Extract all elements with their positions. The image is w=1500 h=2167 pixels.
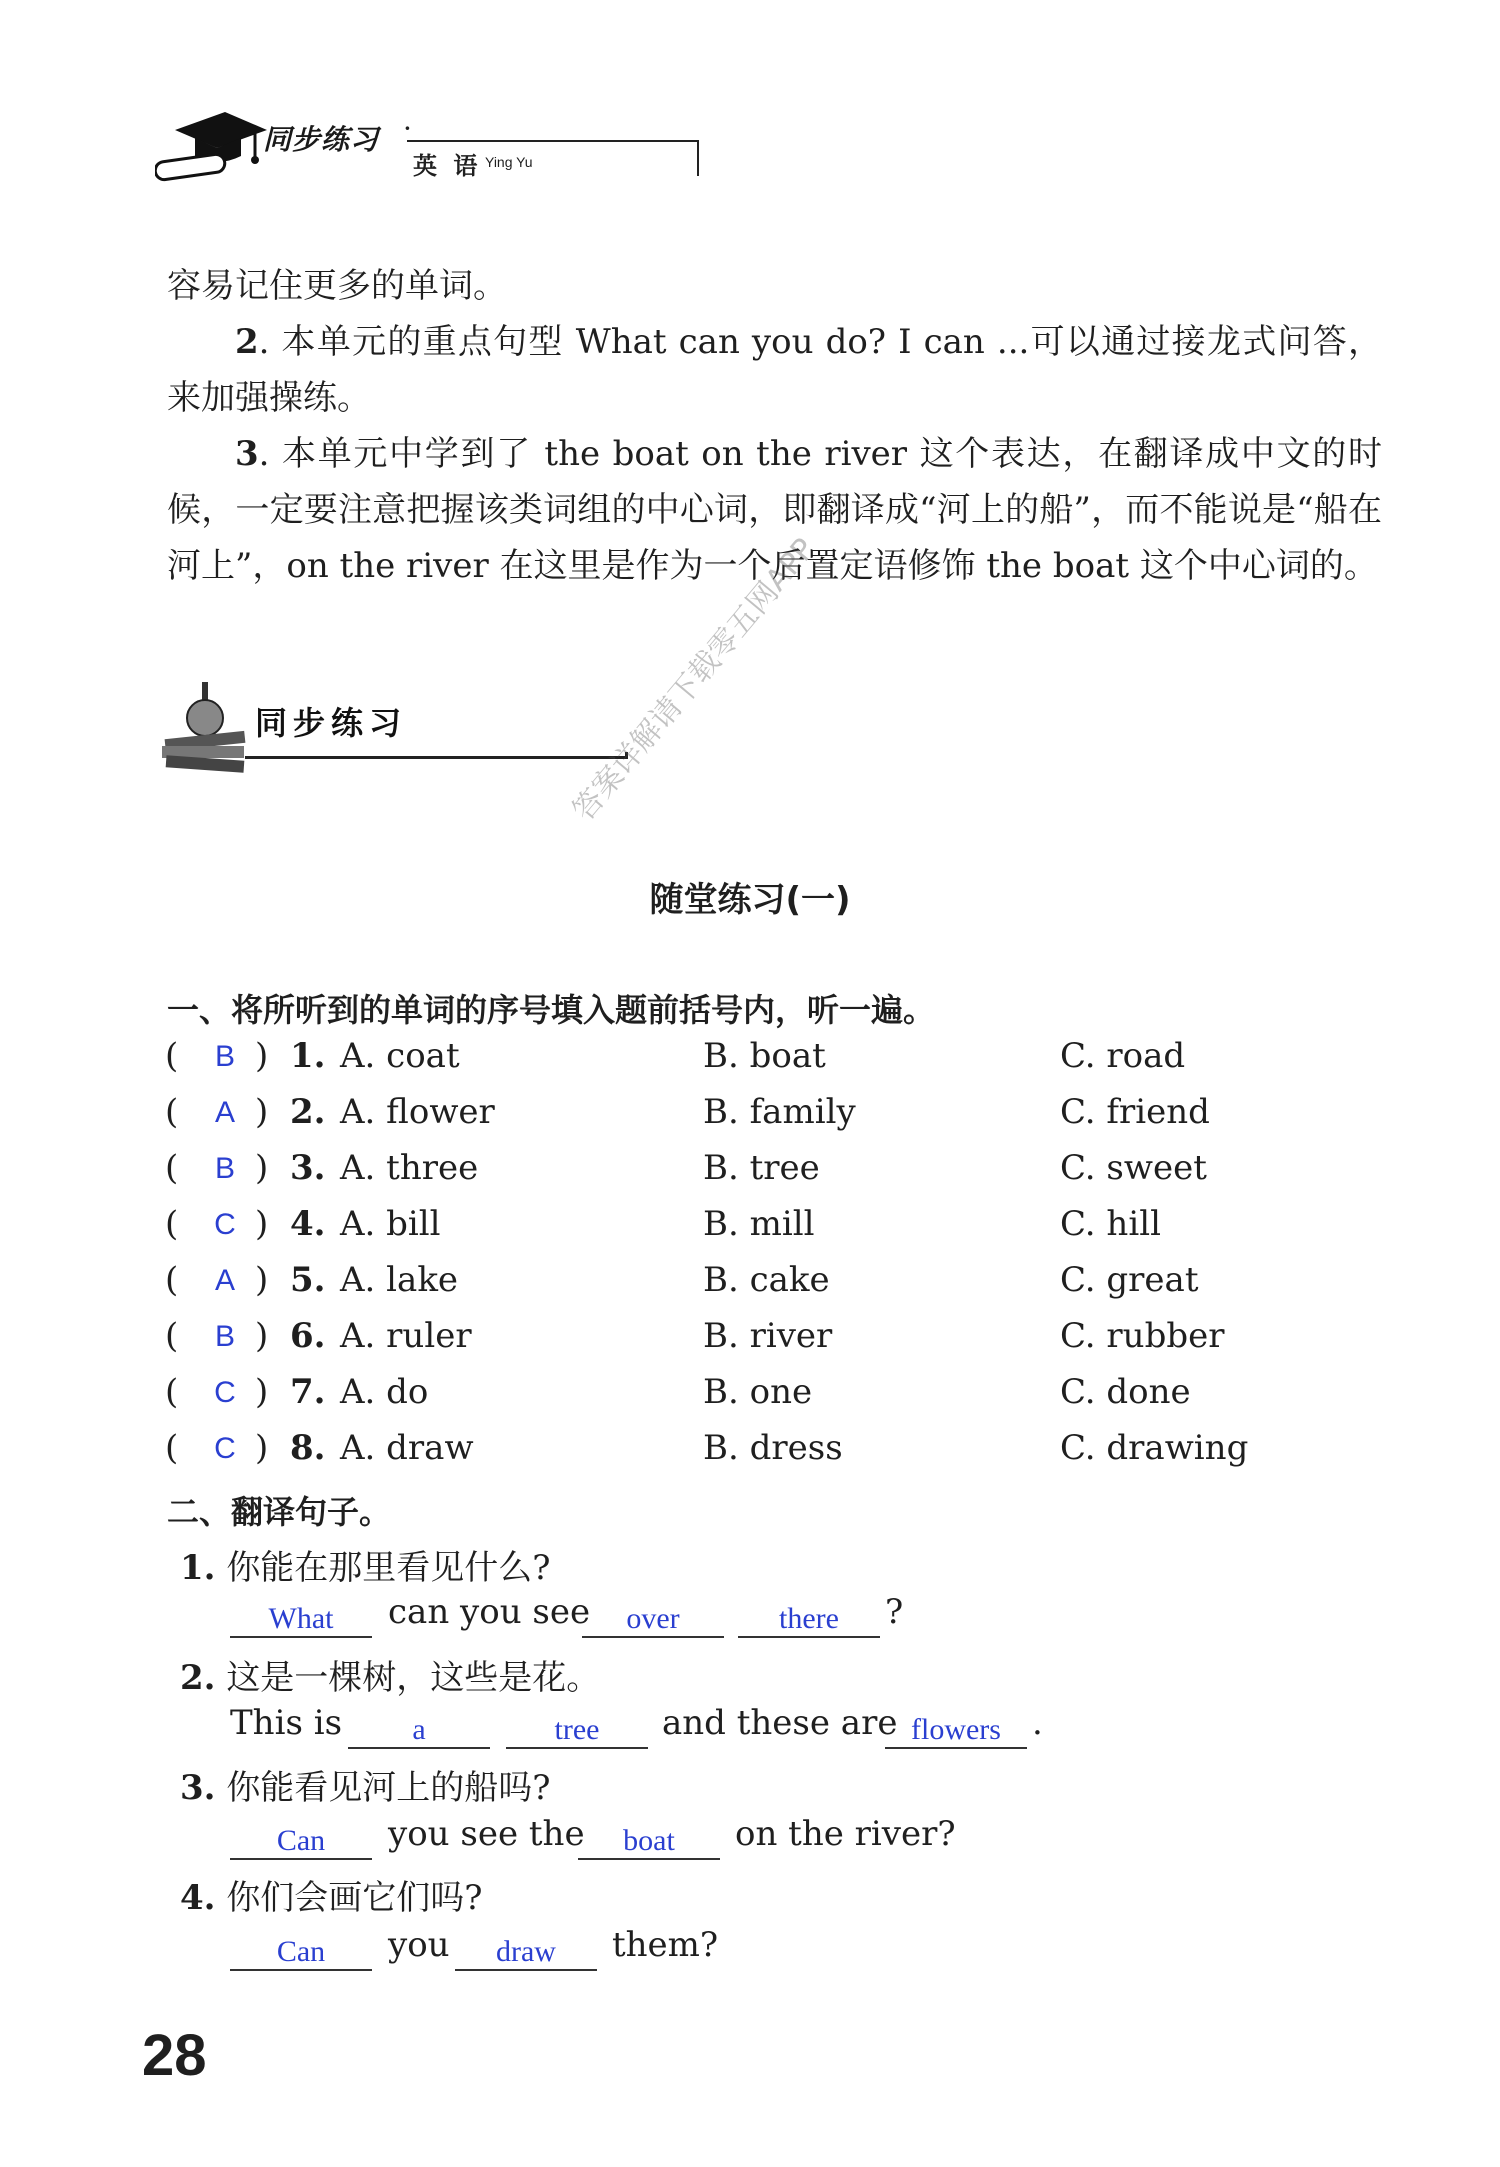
- answer-line: [230, 1703, 1330, 1755]
- part1-heading: 一、将所听到的单词的序号填入题前括号内，听一遍。: [167, 991, 936, 1029]
- answer-mark: B: [214, 1040, 235, 1073]
- question-chinese: [180, 1870, 483, 1919]
- item-number: 1.: [290, 1036, 326, 1076]
- fill-blank: [885, 1703, 1027, 1749]
- answer-line: [230, 1592, 1330, 1644]
- item-number: 1.: [180, 1548, 216, 1588]
- option-c: C. drawing: [1060, 1428, 1249, 1468]
- answer-line: [230, 1814, 1330, 1866]
- header-subject: 英 语: [413, 152, 482, 180]
- option-a: A. bill: [340, 1204, 441, 1244]
- sentence-text: .: [1032, 1703, 1043, 1743]
- section-banner: [160, 680, 480, 780]
- sentence-text: you: [388, 1925, 450, 1965]
- listening-item: ( B ) 1. A. coat B. boat C. road: [165, 1036, 1186, 1076]
- sentence-text: and these are: [662, 1703, 898, 1743]
- sentence-text: can you see: [388, 1592, 591, 1632]
- item-number: 7.: [290, 1372, 326, 1412]
- option-a: A. three: [340, 1148, 479, 1188]
- exercise-title: 随堂练习(一): [649, 880, 851, 920]
- option-b: B. boat: [703, 1036, 826, 1076]
- listening-item: ( B ) 3. A. three B. tree C. sweet: [165, 1148, 1207, 1188]
- option-b: B. family: [703, 1092, 856, 1132]
- graduation-cap-icon: [155, 100, 270, 185]
- header-brand: 同步练习: [263, 123, 380, 156]
- part2-heading: 二、翻译句子。: [167, 1493, 392, 1531]
- item-number: 8.: [290, 1428, 326, 1468]
- paragraph-text: . 本单元中学到了 the boat on the river 这个表达，在翻译成中文的时候，一定要注意把握该类词组的中心词，即翻译成“河上的船”，而不能说是“船在河上”，on the river 在这里是作为一个后置定语修饰 the boat 这个中心词的。: [167, 434, 1382, 586]
- option-c: C. great: [1060, 1260, 1199, 1300]
- fill-blank: [230, 1814, 372, 1860]
- fill-answer: What: [268, 1602, 334, 1635]
- book-stack-icon: [160, 680, 250, 775]
- intro-paragraph: [167, 314, 1382, 426]
- fill-blank: [230, 1925, 372, 1971]
- fill-blank: [582, 1592, 724, 1638]
- listening-item: ( C ) 8. A. draw B. dress C. drawing: [165, 1428, 1249, 1468]
- header-separator: ·: [403, 112, 412, 145]
- option-a: A. flower: [340, 1092, 495, 1132]
- answer-mark: A: [214, 1096, 235, 1129]
- banner-underline: [245, 752, 628, 759]
- option-b: B. tree: [703, 1148, 820, 1188]
- answer-mark: B: [214, 1152, 235, 1185]
- watermark-text: 答案详解请下载零五网APP: [566, 531, 823, 828]
- item-number: 2.: [290, 1092, 326, 1132]
- fill-answer: flowers: [911, 1713, 1001, 1746]
- option-a: A. ruler: [340, 1316, 472, 1356]
- item-number: 4.: [180, 1878, 216, 1918]
- item-number: 3: [235, 434, 259, 474]
- listening-item: ( A ) 2. A. flower B. family C. friend: [165, 1092, 1210, 1132]
- item-number: 6.: [290, 1316, 326, 1356]
- section-banner-title: 同步练习: [255, 704, 408, 742]
- listening-item: ( A ) 5. A. lake B. cake C. great: [165, 1260, 1199, 1300]
- sentence-text: you see the: [388, 1814, 585, 1854]
- option-c: C. sweet: [1060, 1148, 1207, 1188]
- option-c: C. road: [1060, 1036, 1186, 1076]
- fill-blank: [578, 1814, 720, 1860]
- fill-answer: boat: [623, 1824, 675, 1857]
- item-number: 4.: [290, 1204, 326, 1244]
- answer-mark: A: [214, 1264, 235, 1297]
- option-b: B. one: [703, 1372, 813, 1412]
- option-a: A. lake: [340, 1260, 459, 1300]
- option-b: B. river: [703, 1316, 833, 1356]
- listening-item: ( B ) 6. A. ruler B. river C. rubber: [165, 1316, 1225, 1356]
- item-number: 3.: [290, 1148, 326, 1188]
- option-b: B. mill: [703, 1204, 815, 1244]
- fill-blank: [348, 1703, 490, 1749]
- answer-mark: C: [214, 1432, 236, 1465]
- option-c: C. hill: [1060, 1204, 1161, 1244]
- option-b: B. cake: [703, 1260, 830, 1300]
- page-header: [155, 100, 575, 190]
- answer-mark: B: [214, 1320, 235, 1353]
- option-c: C. done: [1060, 1372, 1191, 1412]
- fill-answer: a: [412, 1713, 426, 1746]
- item-number: 2.: [180, 1658, 216, 1698]
- fill-answer: Can: [276, 1935, 326, 1968]
- sentence-text: on the river?: [735, 1814, 956, 1854]
- question-text: 你们会画它们吗?: [226, 1878, 483, 1918]
- question-text: 这是一棵树，这些是花。: [226, 1658, 601, 1698]
- option-a: A. draw: [340, 1428, 474, 1468]
- fill-blank: [506, 1703, 648, 1749]
- fill-blank: [455, 1925, 597, 1971]
- item-number: 3.: [180, 1768, 216, 1808]
- answer-line: [230, 1925, 1330, 1977]
- question-chinese: [180, 1650, 600, 1699]
- listening-item: ( C ) 7. A. do B. one C. done: [165, 1372, 1191, 1412]
- header-pinyin: Ying Yu: [485, 154, 533, 170]
- sentence-text: them?: [612, 1925, 719, 1965]
- option-c: C. rubber: [1060, 1316, 1225, 1356]
- fill-answer: over: [626, 1602, 680, 1635]
- answer-mark: C: [214, 1208, 236, 1241]
- fill-answer: there: [779, 1602, 839, 1635]
- option-b: B. dress: [703, 1428, 843, 1468]
- option-a: A. do: [340, 1372, 429, 1412]
- fill-answer: draw: [496, 1935, 556, 1968]
- page-number: 28: [142, 2023, 207, 2088]
- sentence-text: ?: [885, 1592, 904, 1632]
- fill-blank: [738, 1592, 880, 1638]
- fill-blank: [230, 1592, 372, 1638]
- item-number: 2: [235, 322, 259, 362]
- option-a: A. coat: [340, 1036, 460, 1076]
- item-number: 5.: [290, 1260, 326, 1300]
- question-text: 你能看见河上的船吗?: [226, 1768, 551, 1808]
- question-chinese: [180, 1760, 551, 1809]
- fill-answer: tree: [554, 1713, 600, 1746]
- paragraph-text: . 本单元的重点句型 What can you do? I can ...可以通过接龙式问答，来加强操练。: [167, 322, 1382, 418]
- sentence-text: This is: [230, 1703, 343, 1743]
- answer-mark: C: [214, 1376, 236, 1409]
- listening-item: ( C ) 4. A. bill B. mill C. hill: [165, 1204, 1161, 1244]
- option-c: C. friend: [1060, 1092, 1210, 1132]
- question-chinese: [180, 1540, 551, 1589]
- intro-paragraph: 容易记住更多的单词。: [167, 266, 507, 306]
- question-text: 你能在那里看见什么?: [226, 1548, 551, 1588]
- fill-answer: Can: [276, 1824, 326, 1857]
